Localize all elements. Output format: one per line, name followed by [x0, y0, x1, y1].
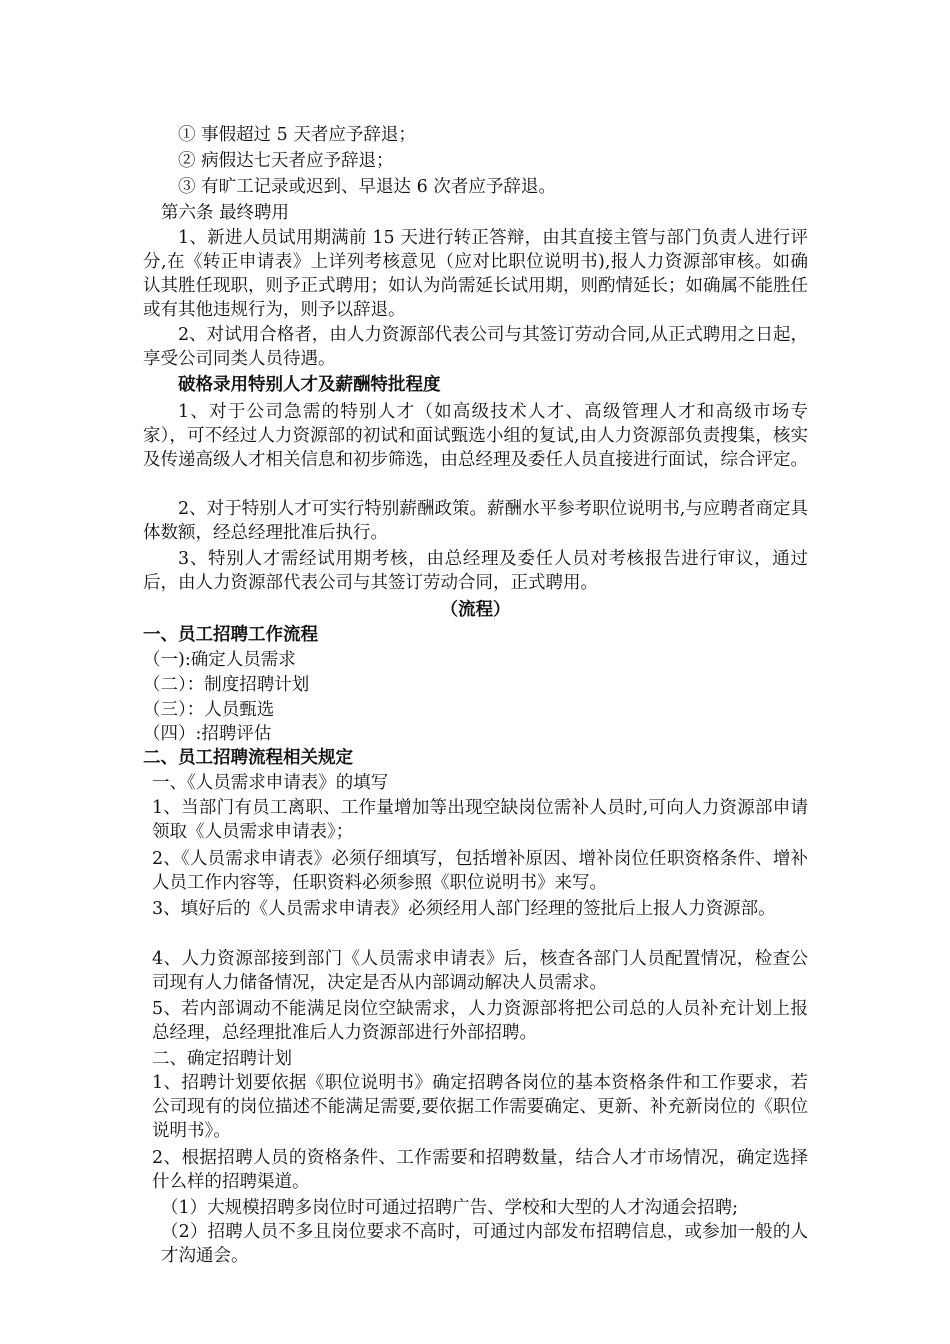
clause-item-3: ③ 有旷工记录或迟到、早退达 6 次者应予辞退。: [178, 177, 556, 197]
subheading-request-form: 一、《人员需求申请表》的填写: [152, 773, 389, 793]
article-heading: 第六条 最终聘用: [161, 203, 290, 223]
plan-paragraph-1: 1、招聘计划要依据《职位说明书》确定招聘各岗位的基本资格条件和工作要求，若公司现有的岗位描述不能满足需要,要依据工作需要确定、更新、补充新岗位的《职位说明书》。: [152, 1073, 808, 1141]
plan-channel-2: （2）招聘人员不多且岗位要求不高时，可通过内部发布招聘信息，或参加一般的人才沟通会。: [161, 1222, 808, 1266]
rule-paragraph-1: 1、当部门有员工离职、工作量增加等出现空缺岗位需补人员时,可向人力资源部申请领取《人员需求申请表》；: [152, 798, 808, 842]
paragraph-special-2: 2、对于特别人才可实行特别薪酬政策。薪酬水平参考职位说明书,与应聘者商定具体数额，经总经理批准后执行。: [143, 499, 808, 543]
rule-paragraph-3: 3、填好后的《人员需求申请表》必须经用人部门经理的签批后上报人力资源部。: [152, 899, 776, 919]
clause-item-1: ① 事假超过 5 天者应予辞退；: [178, 125, 416, 145]
workflow-step-1: （一):确定人员需求: [143, 650, 296, 670]
section-heading-special-talent: 破格录用特别人才及薪酬特批程度: [178, 375, 441, 395]
heading-recruit-rules: 二、员工招聘流程相关规定: [143, 748, 353, 768]
workflow-step-4: （四）:招聘评估: [143, 724, 272, 744]
subheading-recruit-plan: 二、确定招聘计划: [152, 1049, 292, 1069]
paragraph-final-hire-1: 1、新进人员试用期满前 15 天进行转正答辩，由其直接主管与部门负责人进行评分,在《转正申请表》上详列考核意见（应对比职位说明书),报人力资源部审核。如确认其胜任现职，则予正式聘用；如认为尚需延长试用期，则酌情延长；如确属不能胜任或有其他违规行为，则予以辞退。: [143, 228, 808, 320]
clause-item-2: ② 病假达七天者应予辞退；: [178, 151, 394, 171]
paragraph-special-3: 3、特别人才需经试用期考核，由总经理及委任人员对考核报告进行审议，通过后，由人力资源部代表公司与其签订劳动合同，正式聘用。: [143, 549, 808, 593]
heading-recruit-workflow: 一、员工招聘工作流程: [143, 625, 318, 645]
paragraph-final-hire-2: 2、对试用合格者，由人力资源部代表公司与其签订劳动合同,从正式聘用之日起，享受公司同类人员待遇。: [143, 325, 808, 369]
paragraph-special-1: 1、对于公司急需的特别人才（如高级技术人才、高级管理人才和高级市场专家），可不经过人力资源部的初试和面试甄选小组的复试,由人力资源部负责搜集，核实及传递高级人才相关信息和初步筛选，由总经理及委任人员直接进行面试，综合评定。: [143, 402, 808, 470]
workflow-step-3: （三）：人员甄选: [143, 700, 275, 720]
rule-paragraph-5: 5、若内部调动不能满足岗位空缺需求，人力资源部将把公司总的人员补充计划上报总经理，总经理批准后人力资源部进行外部招聘。: [152, 999, 808, 1043]
rule-paragraph-4: 4、人力资源部接到部门《人员需求申请表》后，核查各部门人员配置情况，检查公司现有人力储备情况，决定是否从内部调动解决人员需求。: [152, 949, 808, 993]
plan-paragraph-2: 2、根据招聘人员的资格条件、工作需要和招聘数量，结合人才市场情况，确定选择什么样的招聘渠道。: [152, 1148, 808, 1192]
workflow-step-2: （二）：制度招聘计划: [143, 675, 310, 695]
process-title: （流程）: [440, 600, 511, 620]
plan-channel-1: （1）大规模招聘多岗位时可通过招聘广告、学校和大型的人才沟通会招聘;: [161, 1198, 739, 1218]
rule-paragraph-2: 2、《人员需求申请表》必须仔细填写，包括增补原因、增补岗位任职资格条件、增补人员工作内容等，任职资料必须参照《职位说明书》来写。: [152, 849, 808, 893]
